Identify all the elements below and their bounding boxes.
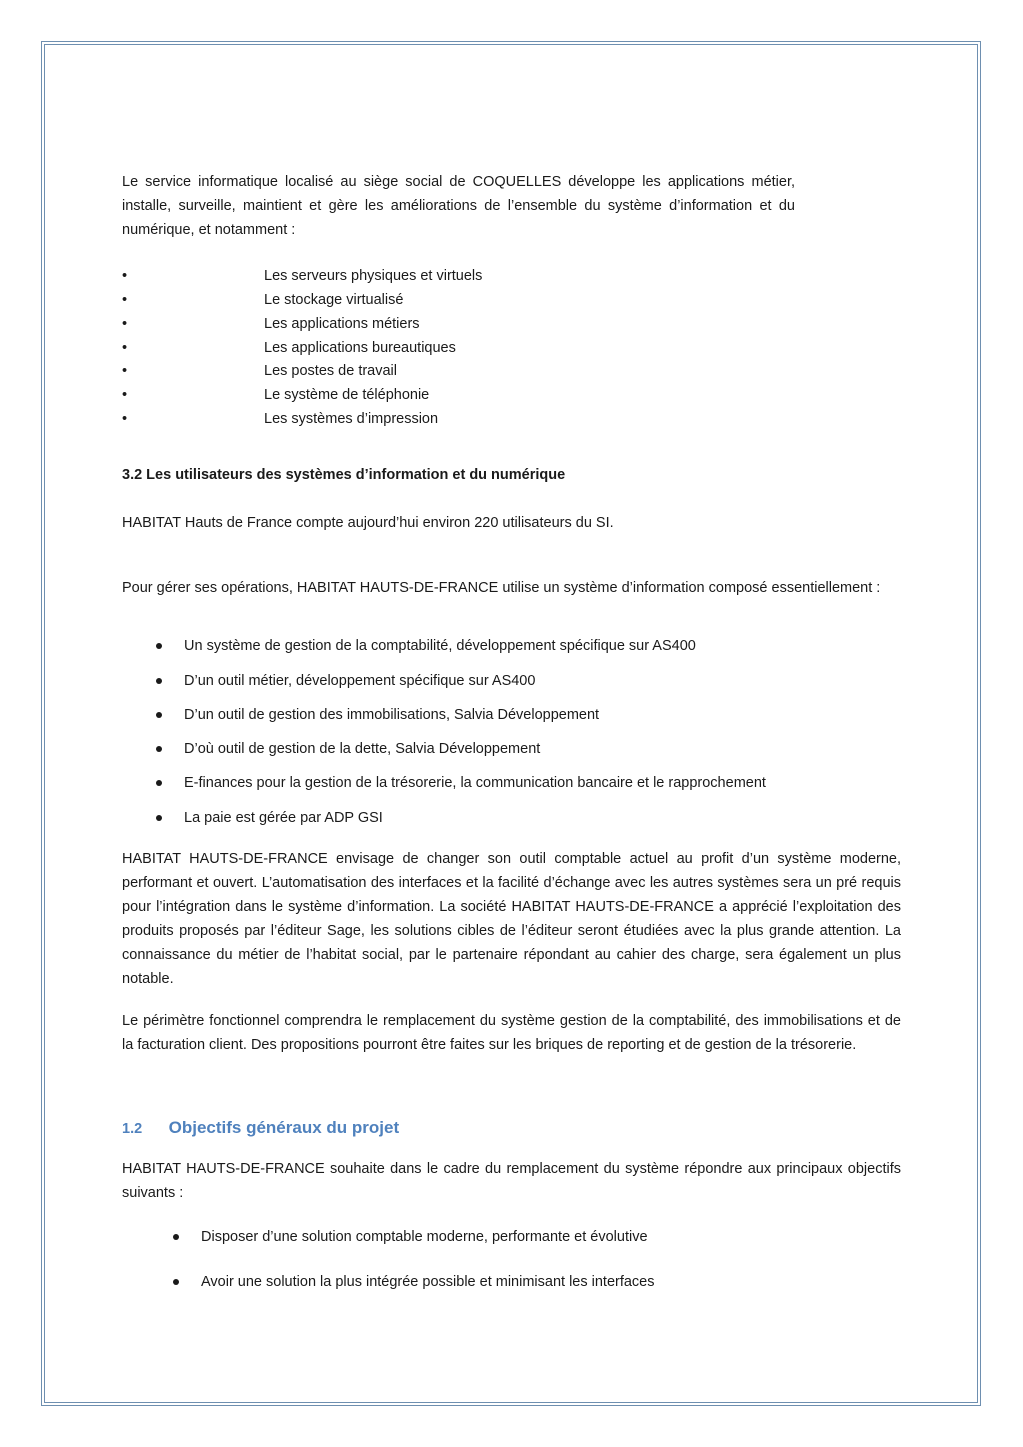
list-bullet-dot: [173, 1279, 179, 1285]
list-item: D’un outil de gestion des immobilisations, Salvia Développement: [184, 707, 600, 723]
list-item: Avoir une solution la plus intégrée possible et minimisant les interfaces: [201, 1274, 655, 1290]
list-item: Les serveurs physiques et virtuels: [264, 268, 483, 284]
objectives-paragraph: HABITAT HAUTS-DE-FRANCE souhaite dans le cadre du remplacement du système répondre aux principaux objectifs suivants :: [122, 1161, 901, 1201]
list-bullet-dot: [156, 678, 162, 684]
list-item: Le stockage virtualisé: [264, 292, 404, 308]
list-item: Disposer d’une solution comptable moderne, performante et évolutive: [201, 1229, 648, 1245]
list-item: Un système de gestion de la comptabilité, développement spécifique sur AS400: [184, 638, 696, 654]
section-title: Objectifs généraux du projet: [168, 1118, 400, 1137]
section-number: 1.2: [122, 1121, 143, 1137]
list-item: Les postes de travail: [264, 363, 397, 379]
list-bullet-dot: [156, 712, 162, 718]
users-paragraph: HABITAT Hauts de France compte aujourd’hui environ 220 utilisateurs du SI.: [122, 515, 614, 531]
operations-paragraph: Pour gérer ses opérations, HABITAT HAUTS-DE-FRANCE utilise un système d’information composé essentiellement :: [122, 580, 881, 596]
list-bullet: •: [122, 363, 128, 379]
list-bullet-dot: [173, 1234, 179, 1240]
list-bullet: •: [122, 387, 128, 403]
list-bullet: •: [122, 292, 128, 308]
list-item: La paie est gérée par ADP GSI: [184, 810, 383, 826]
list-bullet-dot: [156, 643, 162, 649]
section-1-2-heading: [122, 1115, 399, 1142]
intro-paragraph: Le service informatique localisé au siège social de COQUELLES développe les applications métier, installe, surveille, maintient et gère les améliorations de l’ensemble du système d’information et du numérique, et notamment :: [122, 174, 795, 238]
list-item: Le système de téléphonie: [264, 387, 430, 403]
list-item: D’un outil métier, développement spécifique sur AS400: [184, 673, 536, 689]
list-item: Les applications métiers: [264, 316, 420, 332]
list-bullet-dot: [156, 746, 162, 752]
change-paragraph: HABITAT HAUTS-DE-FRANCE envisage de changer son outil comptable actuel au profit d’un système moderne, performant et ouvert. L’automatisation des interfaces et la facilité d’échange avec les autres systèmes sera un pré requis pour l’intégration dans le système d’information. La société HABITAT HAUTS-DE-FRANCE a apprécié l’exploitation des produits proposés par l’éditeur Sage, les solutions cibles de l’éditeur seront étudiées avec la plus grande attention. La connaissance du métier de l’habitat social, par le partenaire répondant au cahier des charge, sera également un plus notable.: [122, 851, 901, 987]
list-bullet-dot: [156, 780, 162, 786]
scope-paragraph: Le périmètre fonctionnel comprendra le remplacement du système gestion de la comptabilité, des immobilisations et de la facturation client. Des propositions pourront être faites sur les briques de reporting et de gestion de la trésorerie.: [122, 1013, 901, 1053]
list-bullet: •: [122, 340, 128, 356]
list-item: Les applications bureautiques: [264, 340, 456, 356]
list-item: E-finances pour la gestion de la trésorerie, la communication bancaire et le rapprochement: [184, 775, 766, 791]
section-3-2-heading: 3.2 Les utilisateurs des systèmes d’information et du numérique: [122, 467, 566, 483]
list-bullet-dot: [156, 815, 162, 821]
list-bullet: •: [122, 411, 128, 427]
list-item: D’où outil de gestion de la dette, Salvia Développement: [184, 741, 541, 757]
list-item: Les systèmes d’impression: [264, 411, 439, 427]
list-bullet: •: [122, 268, 128, 284]
list-bullet: •: [122, 316, 128, 332]
